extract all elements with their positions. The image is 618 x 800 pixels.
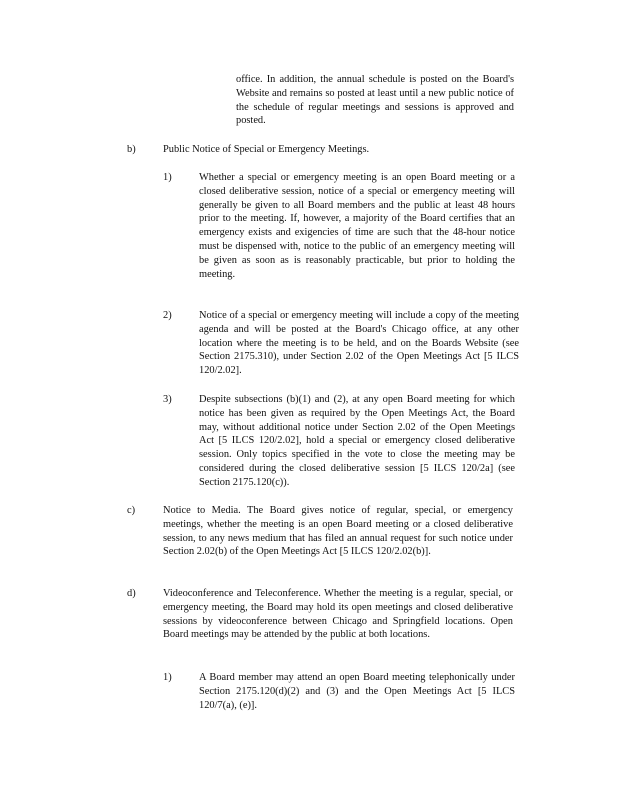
section-d-text: Videoconference and Teleconference. Whether the meeting is a regular, special, or emergency meeting, the Board may hold its open meetings and closed deliberative sessions by videoconference between Chicago and Springfield locations. Open Board meetings may be attended by the public at both locations.: [163, 588, 513, 641]
section-c-text: Notice to Media. The Board gives notice of regular, special, or emergency meetings, whether the meeting is an open Board meeting or a closed deliberative session, to any news medium that has filed an annual request for such notice under Section 2.02(b) of the Open Meetings Act [5 ILCS 120/2.02(b)].: [163, 505, 513, 558]
section-b-item-1-text: Whether a special or emergency meeting is an open Board meeting or a closed deliberative session, notice of a special or emergency meeting will generally be given to all Board members and the public at least 48 hours prior to the meeting. If, however, a majority of the Board certifies that an emergency exists and exigencies of time are such that the 48-hour notice must be dispensed with, notice to the public of an emergency meeting will be given as soon as is reasonably practicable, but prior to holding the meeting.: [199, 172, 515, 280]
section-b-item-2-text: Notice of a special or emergency meeting will include a copy of the meeting agenda and will be posted at the Board's Chicago office, at any other location where the meeting is to be held, and on the Boards Website (see Section 2175.310), under Section 2.02 of the Open Meetings Act [5 ILCS 120/2.02].: [199, 310, 519, 377]
section-d-marker: d): [127, 588, 136, 599]
section-d-item-1-marker: 1): [163, 672, 172, 683]
section-c-marker: c): [127, 505, 136, 516]
section-b-item-3-text: Despite subsections (b)(1) and (2), at any open Board meeting for which notice has been given as required by the Open Meetings Act, the Board may, without additional notice under Section 2.02 of the Open Meetings Act [5 ILCS 120/2.02], hold a special or emergency closed deliberative session. Only topics specified in the vote to close the meeting may be considered during the closed deliberative session [5 ILCS 120/2a] (see Section 2175.120(c)).: [199, 394, 515, 488]
section-b-item-1-marker: 1): [163, 172, 172, 183]
section-b-item-2-marker: 2): [163, 310, 172, 321]
section-b-heading: Public Notice of Special or Emergency Meetings.: [163, 144, 370, 155]
section-d-item-1-text: A Board member may attend an open Board meeting telephonically under Section 2175.120(d)(2) and (3) and the Open Meetings Act [5 ILCS 120/7(a), (e)].: [199, 672, 515, 711]
continuation-paragraph: office. In addition, the annual schedule is posted on the Board's Website and remains so posted at least until a new public notice of the schedule of regular meetings and sessions is approved and posted.: [236, 74, 514, 127]
section-b-marker: b): [127, 144, 136, 155]
section-b-item-3-marker: 3): [163, 394, 172, 405]
